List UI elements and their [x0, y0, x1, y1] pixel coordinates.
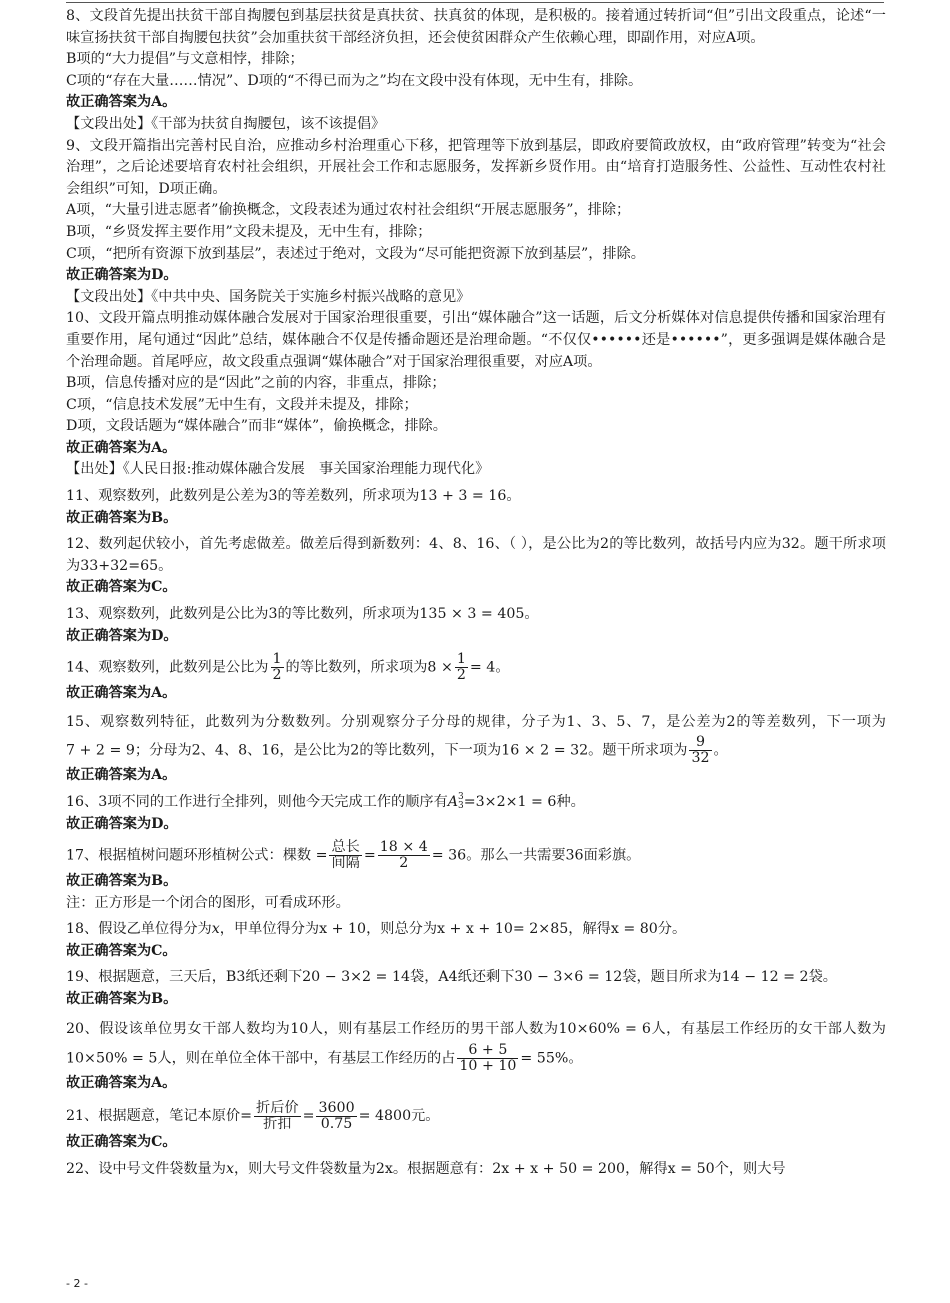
q18-t2: ，甲单位得分为	[219, 921, 320, 938]
q16-text: 16、3项不同的工作进行全排列，则他今天完成工作的顺序有	[66, 794, 448, 811]
q17-ratio-fraction	[329, 840, 361, 871]
q17-answer: 故正确答案为B。	[66, 873, 178, 890]
q12-formula: 33+32=65	[80, 557, 159, 574]
q11-tail: 。	[506, 488, 521, 505]
q19-v2: 30 − 3×6 = 12	[514, 969, 623, 986]
q10-answer: 故正确答案为A。	[66, 439, 177, 456]
q15-analysis	[66, 710, 886, 766]
answer-page	[66, 6, 886, 1180]
page-number: - 2 -	[66, 1277, 88, 1290]
q12-text: 12、数列起伏较小，首先考虑做差。做差后得到新数列：4、8、16、（ ），是公比为2的等比数列，故括号内应为32。题干所求项为	[66, 536, 886, 574]
q8-option-cd: C项的“存在大量……情况”、D项的“不得已而为之”均在文段中没有体现，无中生有，排除。	[66, 72, 643, 89]
q22-analysis	[66, 1159, 886, 1181]
q8-option-b: B项的“大力提倡”与文意相悖，排除；	[66, 51, 304, 68]
q15-result-fraction	[689, 735, 711, 766]
q10-analysis: 10、文段开篇点明推动媒体融合发展对于国家治理很重要，引出“媒体融合”这一话题，后文分析媒体对信息提供传播和国家治理有重要作用，尾句通过“因此”总结，媒体融合不仅是传播命题还是治理命题。“不仅仅••••••还是••••••”，更多强调是媒体融合是个治理命题。首尾呼应，故文段重点强调“媒体融合”对于国家治理很重要，对应A项。	[66, 310, 886, 370]
q17-value-fraction	[378, 840, 430, 871]
q10-option-d: D项，文段话题为“媒体融合”而非“媒体”，偷换概念，排除。	[66, 418, 447, 435]
q20-share-num: 6 + 5	[457, 1043, 518, 1059]
q19-answer: 故正确答案为B。	[66, 991, 178, 1007]
q17-eq: =	[363, 847, 376, 864]
q13-analysis	[66, 604, 886, 626]
q18-t5: 分。	[657, 921, 687, 938]
q18-analysis	[66, 919, 886, 941]
q10-option-b: B项，信息传播对应的是“因此”之前的内容，非重点，排除；	[66, 375, 446, 392]
q21-answer: 故正确答案为C。	[66, 1134, 177, 1150]
q21-ratio-num: 折后价	[256, 1099, 299, 1116]
q12-analysis	[66, 534, 886, 577]
q20-t3: 人，则在单位全体干部中，有基层工作经历的占	[157, 1050, 456, 1066]
q18-answer: 故正确答案为C。	[66, 942, 177, 959]
q8-source: 【文段出处】《干部为扶贫自掏腰包，该不该提倡》	[66, 115, 386, 132]
q16-tail: 种。	[556, 794, 585, 811]
q9-option-c: C项，“把所有资源下放到基层”，表述过于绝对，文段为“尽可能把资源下放到基层”，排除。	[66, 245, 645, 262]
q22-t2: ，则大号文件袋数量为	[233, 1160, 376, 1177]
q19-t4: 袋。	[808, 969, 837, 986]
q21-t1: 21、根据题意，笔记本原价	[66, 1108, 241, 1124]
q21-value-fraction	[316, 1101, 356, 1132]
q21-tail: 元。	[411, 1108, 440, 1124]
q9-source: 【文段出处】《中共中央、国务院关于实施乡村振兴战略的意见》	[66, 288, 471, 305]
q9-option-b: B项，“乡贤发挥主要作用”文段未提及，无中生有，排除；	[66, 223, 432, 240]
q18-t1: 18、假设乙单位得分为	[66, 921, 212, 938]
q20-share-den: 10 + 10	[459, 1057, 517, 1074]
q22-v4: x = 50个	[667, 1160, 729, 1177]
q9-answer: 故正确答案为D。	[66, 267, 178, 284]
q17-ratio-num: 总长	[331, 839, 360, 856]
q13-answer: 故正确答案为D。	[66, 627, 178, 644]
q22-v2: 2x	[375, 1160, 393, 1177]
q14-formula-b: = 4	[469, 659, 496, 676]
q8-answer: 故正确答案为A。	[66, 94, 177, 111]
q21-ratio-fraction	[254, 1101, 301, 1132]
q19-t3: 袋，题目所求为	[622, 969, 722, 986]
q19-v1: 20 − 3×2 = 14	[302, 969, 411, 986]
q22-t3: 。根据题意有：	[392, 1160, 493, 1177]
q15-result-num: 9	[689, 735, 711, 751]
q21-value-den: 0.75	[320, 1115, 353, 1132]
q8-analysis: 8、文段首先提出扶贫干部自掏腰包到基层扶贫是真扶贫、扶真贫的体现，是积极的。接着通过转折词“但”引出文段重点，论述“一味宣扬扶贫干部自掏腰包扶贫”会加重扶贫干部经济负担，还会使贫困群众产生依赖心理，即副作用，对应A项。	[66, 8, 886, 46]
q14-formula-num: 1	[456, 651, 466, 668]
q15-formula-1: 7 + 2 = 9	[66, 742, 135, 759]
q9-analysis: 9、文段开篇指出完善村民自治，应推动乡村治理重心下移，把管理等下放到基层，即政府要简政放权，由“政府管理”转变为“社会治理”，之后论述要培育农村社会组织，开展社会工作和志愿服务，发挥新乡贤作用。由“培育打造服务性、公益性、互动性农村社会组织”可知，D项正确。	[66, 137, 886, 197]
q11-answer: 故正确答案为B。	[66, 509, 178, 526]
q15-text1: 15、观察数列特征，此数列为分数数列。分别观察分子分母的规律，分子为1、3、5、7，是公差为2的等差数列，下一项为	[66, 713, 886, 730]
header-rule	[66, 2, 884, 3]
q14-ratio-fraction	[271, 652, 284, 683]
q21-ratio-den: 折扣	[263, 1115, 292, 1132]
q21-eq: =	[240, 1108, 253, 1124]
q18-t4: ，解得	[568, 921, 611, 938]
q17-value-den: 2	[399, 855, 409, 872]
q19-analysis	[66, 967, 886, 989]
q20-t2: 人，有基层工作经历的女干部人数为	[650, 1020, 886, 1037]
q22-t1: 22、设中号文件袋数量为	[66, 1160, 226, 1177]
q21-analysis	[66, 1100, 886, 1132]
q20-share-fraction	[457, 1043, 518, 1074]
q18-v3: x + x + 10= 2×85	[437, 921, 569, 938]
q18-v1: x	[211, 921, 220, 938]
q14-formula-fraction	[455, 652, 468, 683]
q14-tail: 。	[495, 659, 510, 676]
q19-t2: 袋，A4纸还剩下	[410, 969, 515, 986]
q16-answer: 故正确答案为D。	[66, 815, 178, 832]
q13-formula: 135 × 3 = 405	[419, 606, 525, 623]
q15-formula-2: 16 × 2 = 32	[501, 742, 589, 759]
q12-tail: 。	[158, 557, 173, 574]
q17-ratio-den: 间隔	[331, 855, 360, 872]
q14-ratio-num: 1	[272, 651, 282, 668]
q17-analysis	[66, 840, 886, 871]
q17-tail: 。那么一共需要36面彩旗。	[466, 847, 641, 864]
q16-analysis	[66, 792, 886, 814]
q11-text: 11、观察数列，此数列是公差为3的等差数列，所求项为	[66, 488, 420, 505]
q15-text2: ；分母为2、4、8、16，是公比为2的等比数列，下一项为	[134, 742, 502, 759]
q10-source: 【出处】《人民日报:推动媒体融合发展 事关国家治理能力现代化》	[66, 461, 490, 478]
q14-formula-a: 8 ×	[427, 659, 453, 676]
q15-tail: 。	[713, 742, 728, 759]
q21-rhs: = 4800	[358, 1108, 412, 1124]
q16-perm-symbol: A	[447, 794, 459, 811]
q20-answer: 故正确答案为A。	[66, 1075, 177, 1092]
q21-value-num: 3600	[318, 1099, 355, 1116]
q21-eq2: =	[302, 1108, 315, 1124]
q16-perm-sup: 3	[458, 792, 464, 803]
q12-answer: 故正确答案为C。	[66, 579, 177, 596]
q17-text: 17、根据植树问题环形植树公式：	[66, 847, 283, 864]
q14-text2: 的等比数列，所求项为	[285, 659, 428, 676]
q15-text3: 。题干所求项为	[588, 742, 688, 759]
q20-v1: 10×60% = 6	[558, 1020, 651, 1037]
q19-v3: 14 − 12 = 2	[721, 969, 809, 986]
q22-t5: ，则大号	[728, 1160, 786, 1177]
q18-v2: x + 10	[319, 921, 367, 938]
q20-analysis	[66, 1016, 886, 1074]
q14-text1: 14、观察数列，此数列是公比为	[66, 659, 269, 676]
q18-t3: ，则总分为	[366, 921, 438, 938]
q15-answer: 故正确答案为A。	[66, 767, 177, 784]
q9-option-a: A项，“大量引进志愿者”偷换概念，文段表述为通过农村社会组织“开展志愿服务”，排除；	[66, 202, 631, 219]
q20-v3: = 55%	[520, 1050, 569, 1066]
q20-tail: 。	[568, 1050, 583, 1066]
q22-v3: 2x + x + 50 = 200	[492, 1160, 626, 1177]
q20-t1: 20、假设该单位男女干部人数均为10人，则有基层工作经历的男干部人数为	[66, 1020, 559, 1037]
q14-ratio-den: 2	[272, 667, 282, 684]
q19-t1: 19、根据题意，三天后，B3纸还剩下	[66, 969, 303, 986]
q18-v4: x = 80	[610, 921, 658, 938]
q11-analysis	[66, 486, 886, 508]
q11-formula: 13 + 3 = 16	[419, 488, 507, 505]
q17-value-num: 18 × 4	[379, 839, 428, 856]
q17-lhs: 棵数 =	[282, 847, 328, 864]
q22-t4: ，解得	[625, 1160, 668, 1177]
q14-answer: 故正确答案为A。	[66, 685, 177, 702]
q14-analysis	[66, 652, 886, 683]
q22-v1: x	[225, 1160, 234, 1177]
q20-v2: 10×50% = 5	[66, 1050, 158, 1066]
q15-result-den: 32	[691, 749, 710, 766]
q13-tail: 。	[524, 606, 539, 623]
q10-option-c: C项，“信息技术发展”无中生有，文段并未提及，排除；	[66, 396, 418, 413]
q16-formula: =3×2×1 = 6	[463, 794, 557, 811]
q16-perm-sub: 3	[458, 801, 464, 812]
q13-text: 13、观察数列，此数列是公比为3的等比数列，所求项为	[66, 606, 420, 623]
q17-note: 注：正方形是一个闭合的图形，可看成环形。	[66, 894, 350, 911]
q14-formula-den: 2	[456, 667, 466, 684]
q17-rhs: = 36	[431, 847, 467, 864]
